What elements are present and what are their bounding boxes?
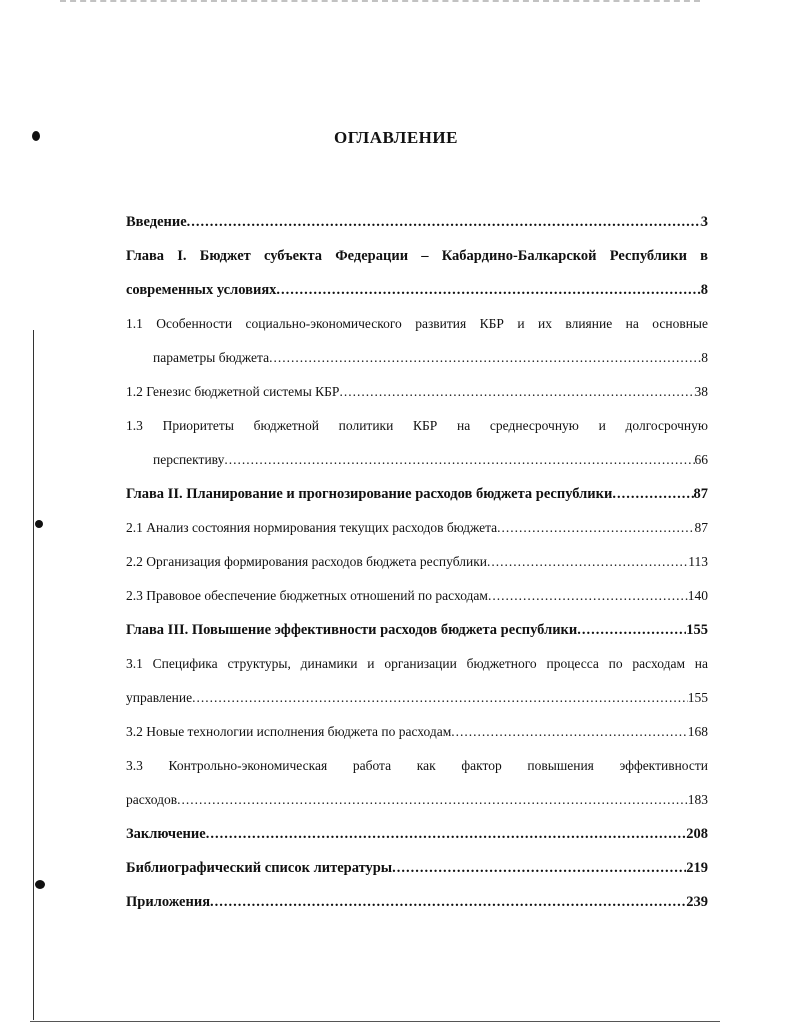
leader-dots	[612, 477, 693, 511]
hole-punch-mark	[35, 520, 43, 528]
toc-entry-chapter-2[interactable]	[126, 477, 708, 511]
toc-page-number: 87	[693, 486, 708, 502]
toc-page-number: 87	[694, 520, 708, 535]
toc-page-number: 3	[700, 214, 708, 230]
toc-entry-bibliography[interactable]	[126, 851, 708, 885]
leader-dots	[339, 375, 694, 409]
toc-entry-title: Приложения	[126, 894, 211, 910]
toc-entry-title: Глава III. Повышение эффективности расходов бюджета республики	[126, 622, 578, 638]
scan-artifact-left-rule	[33, 330, 34, 1020]
toc-page-number: 219	[686, 860, 708, 876]
toc-entry-title: управление	[126, 690, 193, 705]
toc-entry-section-3-2[interactable]	[126, 715, 708, 749]
toc-page-number: 8	[701, 350, 708, 365]
toc-entry-title: расходов	[126, 792, 178, 807]
toc-page-number: 66	[694, 452, 708, 467]
hole-punch-mark	[35, 880, 45, 889]
toc-entry-section-2-1[interactable]	[126, 511, 708, 545]
toc-entry-chapter-1[interactable]	[126, 273, 708, 307]
toc-page-number: 208	[686, 826, 708, 842]
leader-dots	[187, 205, 701, 239]
toc-page-number: 168	[687, 724, 708, 739]
toc-page-number: 239	[686, 894, 708, 910]
toc-entry-section-1-3-line-1[interactable]: 1.3 Приоритеты бюджетной политики КБР на среднесрочную и долгосрочную	[126, 418, 708, 433]
toc-page-number: 113	[688, 554, 708, 569]
leader-dots	[206, 817, 687, 851]
toc-entry-appendix[interactable]	[126, 885, 708, 919]
leader-dots	[487, 545, 688, 579]
toc-entry-section-1-1[interactable]	[126, 341, 708, 375]
toc-entry-section-3-1-line-1[interactable]: 3.1 Специфика структуры, динамики и организации бюджетного процесса по расходам на	[126, 656, 708, 671]
leader-dots	[276, 273, 700, 307]
table-of-contents	[126, 205, 708, 919]
leader-dots	[392, 851, 686, 885]
leader-dots	[210, 885, 686, 919]
toc-entry-chapter-3[interactable]	[126, 613, 708, 647]
toc-page-number: 38	[694, 384, 708, 399]
toc-entry-title: параметры бюджета	[153, 350, 270, 365]
leader-dots	[488, 579, 688, 613]
toc-entry-introduction[interactable]	[126, 205, 708, 239]
toc-entry-title: 1.2 Генезис бюджетной системы КБР	[126, 384, 340, 399]
scan-artifact-bottom	[30, 1021, 720, 1022]
toc-entry-section-3-1[interactable]	[126, 681, 708, 715]
toc-page-number: 140	[687, 588, 708, 603]
toc-page-number: 155	[686, 622, 708, 638]
page-title: ОГЛАВЛЕНИЕ	[334, 128, 458, 147]
leader-dots	[224, 443, 694, 477]
toc-entry-section-2-2[interactable]	[126, 545, 708, 579]
toc-entry-title: Библиографический список литературы	[126, 860, 393, 876]
toc-entry-title: 3.2 Новые технологии исполнения бюджета по расходам	[126, 724, 452, 739]
toc-entry-conclusion[interactable]	[126, 817, 708, 851]
leader-dots	[192, 681, 688, 715]
toc-entry-title: перспективу	[153, 452, 225, 467]
leader-dots	[497, 511, 694, 545]
toc-entry-section-3-3-line-1[interactable]: 3.3 Контрольно-экономическая работа как фактор повышения эффективности	[126, 758, 708, 773]
leader-dots	[269, 341, 701, 375]
toc-page-number: 155	[687, 690, 708, 705]
toc-entry-title: 2.2 Организация формирования расходов бюджета республики	[126, 554, 487, 569]
toc-entry-title: 2.3 Правовое обеспечение бюджетных отношений по расходам	[126, 588, 488, 603]
scan-artifact-top	[60, 0, 700, 4]
toc-entry-title: Глава II. Планирование и прогнозирование расходов бюджета республики	[126, 486, 613, 502]
toc-entry-title: современных условиях	[126, 282, 277, 298]
toc-entry-title: Заключение	[126, 826, 206, 842]
leader-dots	[577, 613, 686, 647]
toc-entry-section-1-3[interactable]	[126, 443, 708, 477]
toc-entry-section-2-3[interactable]	[126, 579, 708, 613]
toc-entry-title: 2.1 Анализ состояния нормирования текущих расходов бюджета	[126, 520, 498, 535]
toc-entry-title: Введение	[126, 214, 187, 230]
leader-dots	[451, 715, 687, 749]
toc-page-number: 183	[687, 792, 708, 807]
toc-page-number: 8	[700, 282, 708, 298]
toc-entry-section-1-2[interactable]	[126, 375, 708, 409]
toc-entry-section-1-1-line-1[interactable]: 1.1 Особенности социально-экономического развития КБР и их влияние на основные	[126, 316, 708, 331]
toc-entry-section-3-3[interactable]	[126, 783, 708, 817]
toc-entry-chapter-1-line-1[interactable]: Глава I. Бюджет субъекта Федерации – Кабардино-Балкарской Республики в	[126, 248, 708, 264]
leader-dots	[177, 783, 688, 817]
